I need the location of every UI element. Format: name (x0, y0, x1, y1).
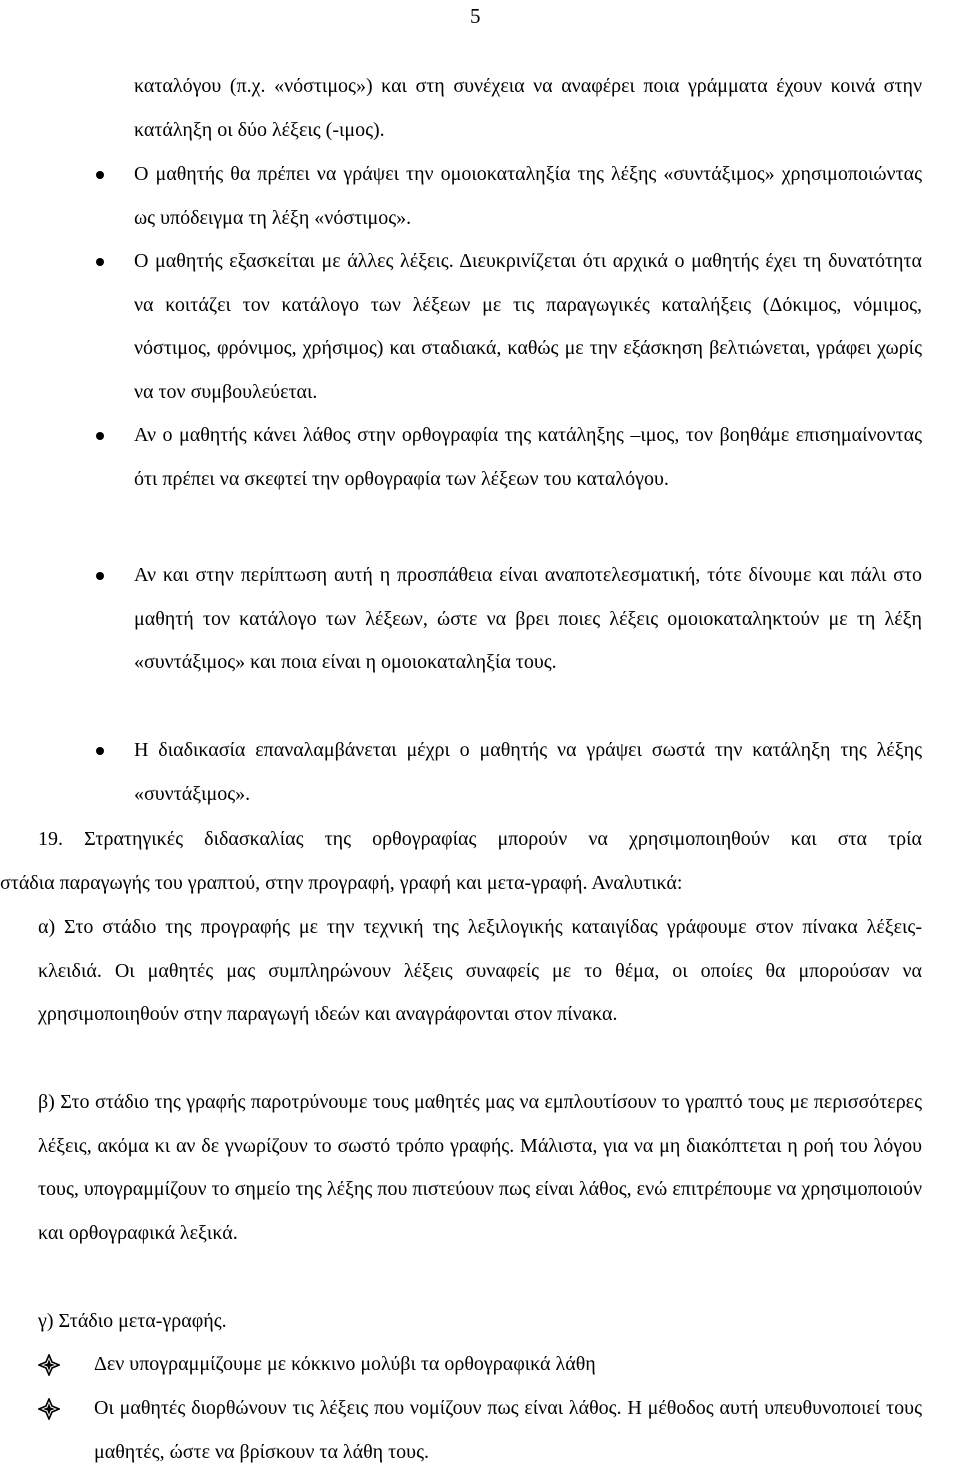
continuation-text: καταλόγου (π.χ. «νόστιμος») και στη συνέχεια να αναφέρει ποια γράμματα έχουν κοινά στην κατάληξη οι δύο λέξεις (-ιμος). (134, 75, 922, 141)
diamond-text-2: Οι μαθητές διορθώνουν τις λέξεις που νομίζουν πως είναι λάθος. Η μέθοδος αυτή υπευθυνοποιεί τους μαθητές, ώστε να βρίσκουν τα λάθη τους. (94, 1397, 922, 1463)
paragraph-c: γ) Στάδιο μετα-γραφής. (38, 1310, 227, 1332)
bullet-text-4: Αν και στην περίπτωση αυτή η προσπάθεια είναι αναποτελεσματική, τότε δίνουμε και πάλι στο μαθητή τον κατάλογο των λέξεων, ώστε να βρει ποιες λέξεις ομοιοκαταληκτούν με τη λέξη «συντάξιμος» και ποια είναι η ομοιοκαταληξία τους. (134, 564, 922, 674)
bullet-dot-icon (96, 747, 104, 755)
bullet-item-4 (134, 554, 922, 685)
bullet-text-2: Ο μαθητής εξασκείται με άλλες λέξεις. Διευκρινίζεται ότι αρχικά ο μαθητής έχει τη δυνατότητα να κοιτάζει τον κατάλογο των λέξεων με τις παραγωγικές καταλήξεις (Δόκιμος, νόμιμος, νόστιμος, φρόνιμος, χρήσιμος) και σταδιακά, καθώς με την εξάσκηση βελτιώνεται, γράφει χωρίς να τον συμβουλεύεται. (134, 250, 922, 403)
paragraph-b: β) Στο στάδιο της γραφής παροτρύνουμε τους μαθητές μας να εμπλουτίσουν το γραπτό τους με περισσότερες λέξεις, ακόμα κι αν δε γνωρίζουν το σωστό τρόπο γραφής. Μάλιστα, για να μη διακόπτεται η ροή του λόγου τους, υπογραμμίζουν το σημείο της λέξης που πιστεύουν πως είναι λάθος, ενώ επιτρέπουμε να χρησιμοποιούν και ορθογραφικά λεξικά. (38, 1091, 922, 1244)
item-19-rest-text: στάδια παραγωγής του γραπτού, στην προγραφή, γραφή και μετα-γραφή. Αναλυτικά: (0, 871, 683, 894)
bullet-item-5 (134, 729, 922, 816)
item-19-first-line-text: Στρατηγικές διδασκαλίας της ορθογραφίας μπορούν να χρησιμοποιηθούν και στα τρία (84, 828, 923, 850)
bullet-item-2 (134, 240, 922, 414)
diamond-item-1 (94, 1343, 922, 1387)
diamond-text-1: Δεν υπογραμμίζουμε με κόκκινο μολύβι τα ορθογραφικά λάθη (94, 1353, 596, 1375)
bullet-text-1: Ο μαθητής θα πρέπει να γράψει την ομοιοκαταληξία της λέξης «συντάξιμος» χρησιμοποιώντας ως υπόδειγμα τη λέξη «νόστιμος». (134, 163, 922, 229)
diamond-item-2 (94, 1387, 922, 1474)
bullet-item-3 (134, 414, 922, 501)
numbered-item-19 (0, 818, 922, 905)
diamond-bullet-icon (38, 1398, 60, 1420)
bullet-item-1 (134, 153, 922, 240)
bullet-text-3: Αν ο μαθητής κάνει λάθος στην ορθογραφία της κατάληξης –ιμος, τον βοηθάμε επισημαίνοντας ότι πρέπει να σκεφτεί την ορθογραφία των λέξεων του καταλόγου. (134, 424, 922, 490)
item-number: 19. (38, 828, 63, 850)
diamond-bullet-icon (38, 1354, 60, 1376)
bullet-text-5: Η διαδικασία επαναλαμβάνεται μέχρι ο μαθητής να γράψει σωστά την κατάληξη της λέξης «συντάξιμος». (134, 739, 922, 805)
paragraph-a: α) Στο στάδιο της προγραφής με την τεχνική της λεξιλογικής καταιγίδας γράφουμε στον πίνακα λέξεις-κλειδιά. Οι μαθητές μας συμπληρώνουν λέξεις συναφείς με το θέμα, οι οποίες θα μπορούσαν να χρησιμοποιηθούν στην παραγωγή ιδεών και αναγράφονται στον πίνακα. (38, 916, 922, 1026)
bullet-dot-icon (96, 572, 104, 580)
bullet-dot-icon (96, 171, 104, 179)
bullet-dot-icon (96, 258, 104, 266)
page-number: 5 (470, 4, 481, 28)
numbered-item-19-first-line (0, 818, 922, 862)
bullet-dot-icon (96, 432, 104, 440)
